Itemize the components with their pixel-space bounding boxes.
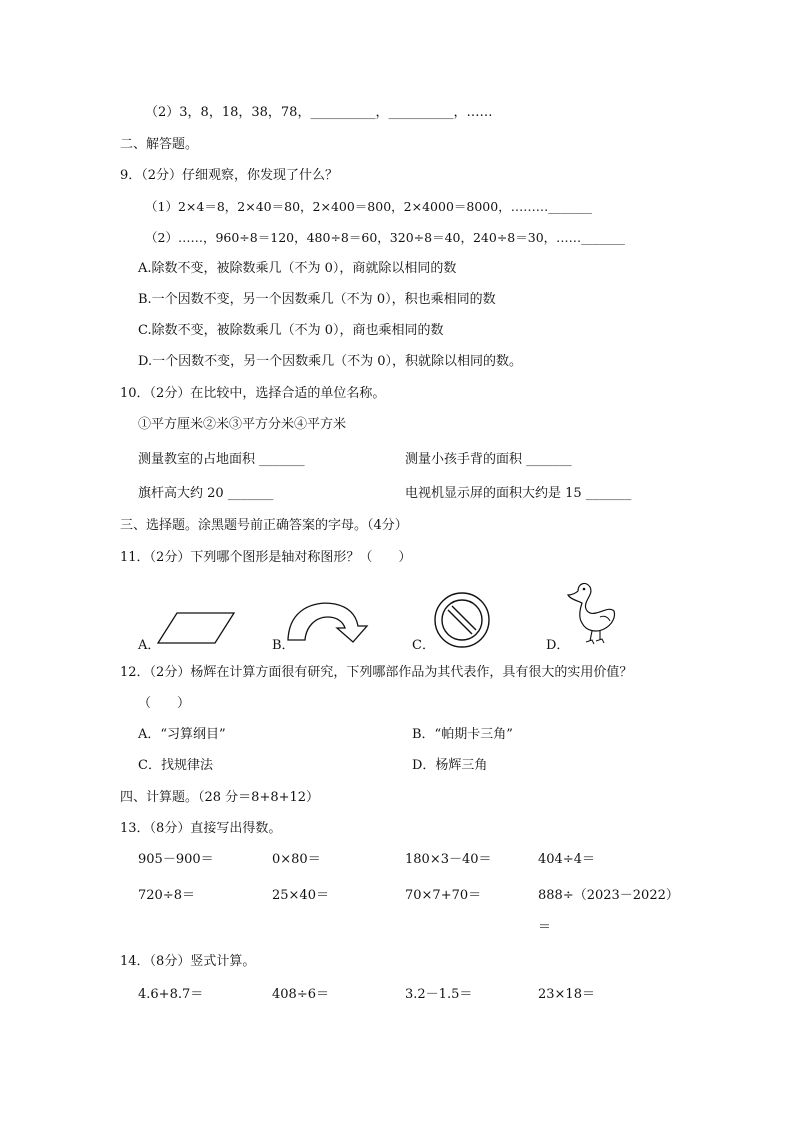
vertical-calc-item: 3.2－1.5＝ (405, 987, 473, 1002)
question-9-option-b: B.一个因数不变，另一个因数乘几（不为 0），积也乘相同的数 (138, 292, 496, 307)
calc-item: 404÷4＝ (538, 852, 595, 867)
question-12-title: 12．（2分）杨辉在计算方面很有研究，下列哪部作品为其代表作，具有很大的实用价值？ (120, 665, 633, 680)
question-9-part-1: （1）2×4＝8，2×40＝80，2×400＝800，2×4000＝8000，………_______ (145, 199, 592, 214)
vertical-calc-item: 408÷6＝ (272, 987, 329, 1002)
section-heading-answer: 二、解答题。 (120, 137, 199, 152)
curved-arrow-figure (283, 598, 373, 648)
question-10-title: 10．（2分）在比较中，选择合适的单位名称。 (120, 386, 386, 401)
question-12-blank: （ ） (138, 696, 191, 711)
question-9-option-c: C.除数不变，被除数乘几（不为 0），商也乘相同的数 (138, 323, 444, 338)
calc-item: 905－900＝ (138, 852, 214, 867)
calc-item-continuation: ＝ (538, 920, 552, 935)
duck-figure (564, 577, 620, 647)
vertical-calc-item: 4.6+8.7＝ (138, 987, 204, 1002)
question-10-units: ①平方厘米②米③平方分米④平方米 (138, 417, 347, 432)
question-13-title: 13．（8分）直接写出得数。 (120, 821, 282, 836)
question-12-option-a: A．“习算纲目” (138, 727, 226, 742)
section-heading-choice: 三、选择题。涂黑题号前正确答案的字母。（4分） (120, 518, 408, 533)
sequence-question-2: （2）3，8，18，38，78，__________，__________，…… (145, 105, 493, 120)
question-11-label-d: D． (546, 638, 570, 653)
parallelogram-figure (155, 610, 237, 646)
vertical-calc-item: 23×18＝ (538, 987, 595, 1002)
question-9-option-a: A.除数不变，被除数乘几（不为 0），商就除以相同的数 (138, 261, 457, 276)
question-12-option-d: D．杨辉三角 (412, 758, 488, 773)
question-9-part-2: （2）……，960÷8＝120，480÷8＝60，320÷8＝40，240÷8＝30，……_______ (145, 230, 625, 245)
question-11-label-a: A． (138, 638, 161, 653)
no-entry-sign-figure (432, 590, 492, 650)
question-10-item-c: 旗杆高大约 20 _______ (138, 486, 274, 501)
calc-item: 180×3－40＝ (405, 852, 492, 867)
calc-item: 70×7+70＝ (405, 888, 482, 903)
question-11-label-b: B． (272, 638, 295, 653)
calc-item: 0×80＝ (272, 852, 321, 867)
question-9-title: 9．（2分）仔细观察，你发现了什么？ (120, 168, 339, 183)
question-9-option-d: D.一个因数不变，另一个因数乘几（不为 0），积就除以相同的数。 (138, 354, 522, 369)
question-10-item-a: 测量教室的占地面积 _______ (138, 452, 305, 467)
section-heading-calc: 四、计算题。（28 分＝8+8+12） (120, 790, 320, 805)
calc-item: 720÷8＝ (138, 888, 195, 903)
question-14-title: 14．（8分）竖式计算。 (120, 954, 256, 969)
question-10-item-b: 测量小孩手背的面积 _______ (405, 452, 572, 467)
calc-item: 888÷（2023－2022） (538, 888, 679, 903)
question-10-item-d: 电视机显示屏的面积大约是 15 _______ (405, 486, 632, 501)
question-12-option-c: C．找规律法 (138, 758, 213, 773)
calc-item: 25×40＝ (272, 888, 329, 903)
question-11-label-c: C． (412, 638, 435, 653)
question-12-option-b: B．“帕期卡三角” (412, 727, 513, 742)
question-11-title: 11．（2分）下列哪个图形是轴对称图形？（ ） (120, 550, 412, 565)
